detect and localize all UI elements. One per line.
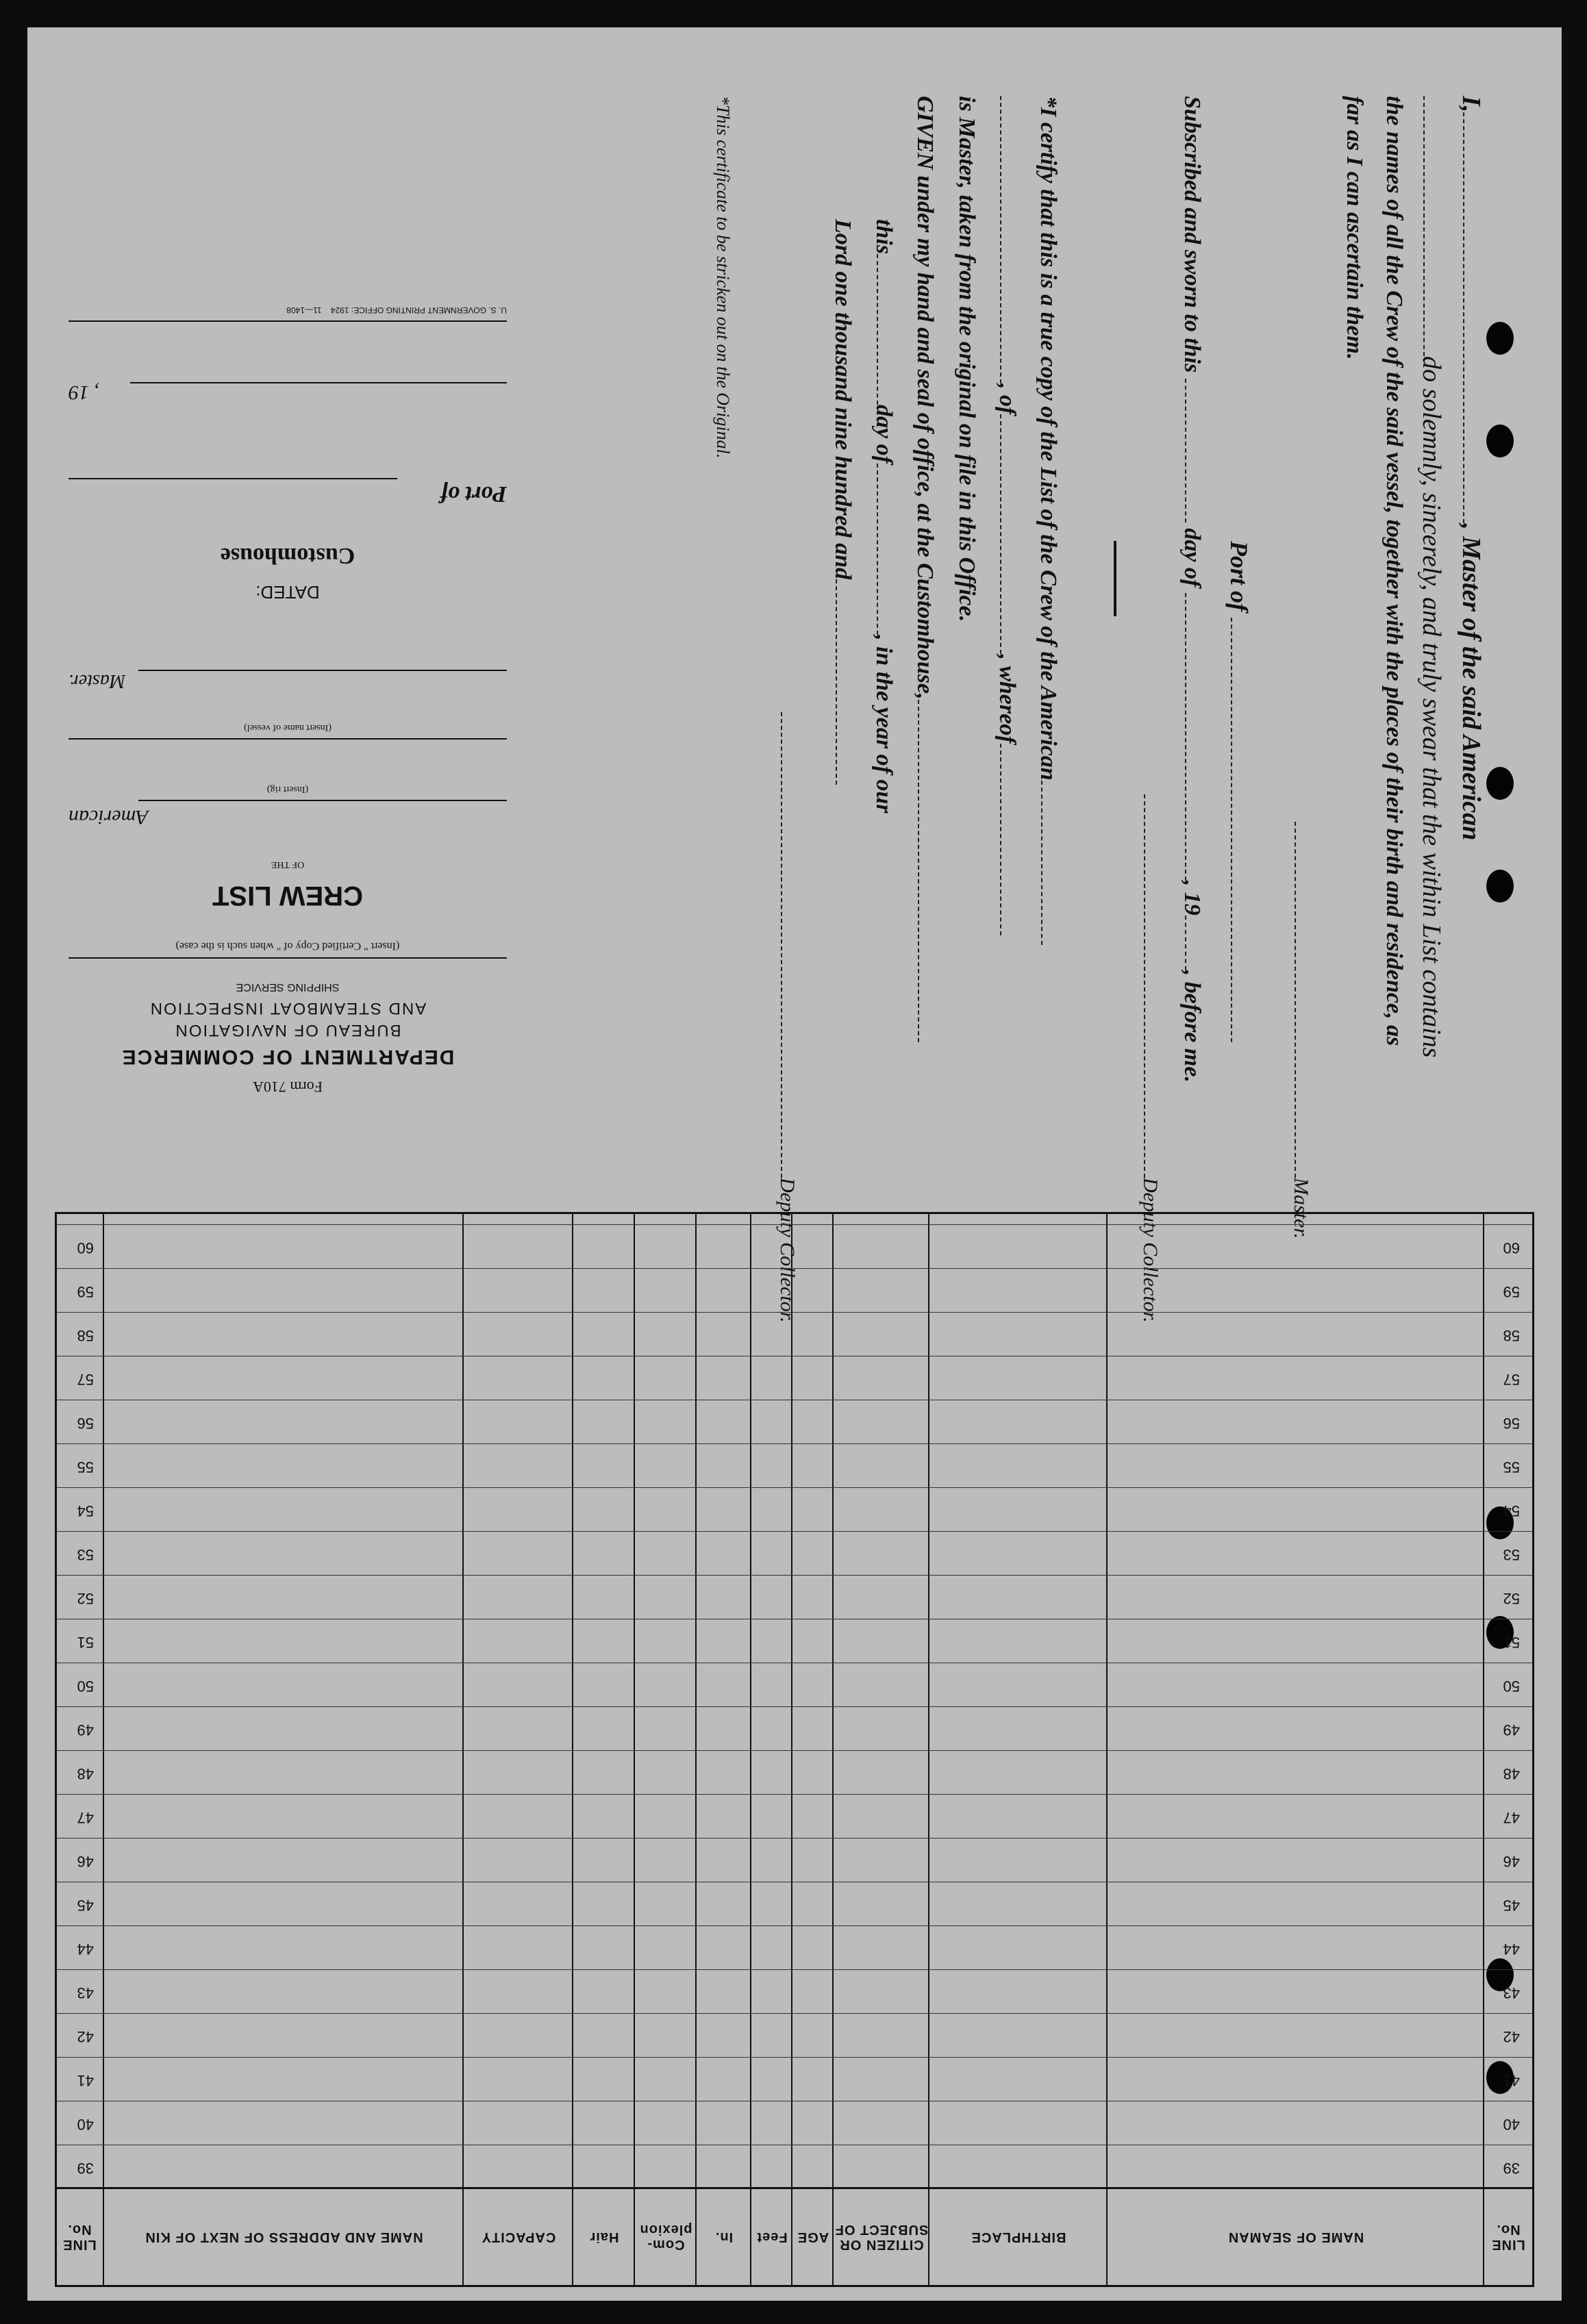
table-row: [57, 1224, 1532, 1269]
year-label: , 19: [68, 381, 99, 404]
cover-block: [68, 192, 507, 1096]
line-number-right: 54: [77, 1502, 94, 1519]
line-number-right: 53: [77, 1546, 94, 1563]
bureau: BUREAU OF NAVIGATION: [174, 1021, 401, 1039]
table-row: [57, 1356, 1532, 1400]
line-number-right: 42: [77, 2028, 94, 2045]
oath-line-2: do solemnly, sincerely, and truly swear that the within List contains: [1416, 96, 1447, 1058]
line-number: 50: [1503, 1678, 1520, 1695]
line-number-right: 56: [77, 1415, 94, 1432]
table-row: [57, 1619, 1532, 1663]
department: DEPARTMENT OF COMMERCE: [121, 1046, 455, 1068]
oath-line-1: I,, Master of the said American: [1457, 96, 1486, 841]
customhouse-label: Customhouse: [220, 543, 355, 568]
line-number: 56: [1503, 1415, 1520, 1432]
table-row: [57, 1750, 1532, 1795]
line-number-right: 46: [77, 1853, 94, 1870]
line-number: 42: [1503, 2028, 1520, 2045]
table-row: [57, 2145, 1532, 2189]
this-day-line: thisday of, in the year of our: [871, 219, 897, 813]
line-number-right: 39: [77, 2160, 94, 2177]
punch-hole: [1486, 425, 1514, 457]
line-number: 46: [1503, 1853, 1520, 1870]
table-row: [57, 1706, 1532, 1751]
header-line-no-2: LINE No.: [62, 2222, 97, 2252]
table-row: [57, 2013, 1532, 2058]
line-number-right: 50: [77, 1678, 94, 1695]
table-row: [57, 1882, 1532, 1926]
table-row: [57, 1531, 1532, 1576]
punch-hole: [1486, 322, 1514, 355]
header-line-no: LINE No.: [1491, 2222, 1525, 2252]
line-number-right: 47: [77, 1809, 94, 1826]
subscribed-line: Subscribed and sworn to this day of , 19, before me.: [1179, 96, 1205, 1083]
line-number: 40: [1503, 2116, 1520, 2133]
line-number-right: 58: [77, 1327, 94, 1344]
dated-label: DATED:: [255, 582, 320, 603]
line-number-right: 48: [77, 1765, 94, 1782]
deputy-collector-signature: Deputy Collector.: [1138, 794, 1164, 1323]
deputy-collector-signature-2: Deputy Collector.: [775, 712, 801, 1323]
line-number: 57: [1503, 1371, 1520, 1388]
header-name: NAME OF SEAMAN: [1227, 2230, 1364, 2245]
shipping-service: SHIPPING SERVICE: [236, 981, 340, 993]
line-number-right: 57: [77, 1371, 94, 1388]
line-number: 59: [1503, 1283, 1520, 1300]
header-age: AGE: [797, 2230, 829, 2245]
line-number: 47: [1503, 1809, 1520, 1826]
master-signature: Master.: [1289, 822, 1315, 1239]
port-of-line: Port of: [1225, 541, 1253, 1042]
line-number-right: 55: [77, 1458, 94, 1476]
table-row: [57, 1925, 1532, 1970]
line-number-right: 44: [77, 1941, 94, 1958]
line-number: 48: [1503, 1765, 1520, 1782]
line-number-right: 45: [77, 1897, 94, 1914]
header-citizen: CITIZEN OR SUBJECT OF: [834, 2222, 929, 2252]
table-row: [57, 1575, 1532, 1619]
table-row: [57, 1794, 1532, 1839]
table-row: [57, 1663, 1532, 1707]
insert-vessel: (Insert name of vessel): [244, 722, 332, 733]
lord-line: Lord one thousand nine hundred and: [829, 219, 856, 785]
header-complexion: Com-plexion: [639, 2222, 692, 2252]
form-number: Form 710A: [252, 1078, 323, 1096]
header-birthplace: BIRTHPLACE: [971, 2230, 1066, 2245]
line-number: 54: [1503, 1502, 1520, 1519]
line-number: 39: [1503, 2160, 1520, 2177]
line-number: 52: [1503, 1590, 1520, 1607]
table-row: [57, 1838, 1532, 1882]
table-row: [57, 1969, 1532, 2014]
crew-grid: [55, 1212, 1534, 2287]
header-feet: Feet: [756, 2230, 788, 2245]
footnote: *This certificate to be stricken out on the Original.: [713, 96, 733, 459]
insert-rig: (Insert rig): [266, 784, 309, 794]
table-row: [57, 1487, 1532, 1532]
master-label: Master.: [68, 670, 126, 692]
insert-certified: (Insert " Certified Copy of " when such is the case): [175, 940, 400, 952]
line-number: 51: [1503, 1634, 1520, 1651]
table-row: [57, 1268, 1532, 1313]
of-the: OF THE: [271, 859, 305, 870]
of-line: , of, whereof: [994, 96, 1021, 935]
line-number: 60: [1503, 1239, 1520, 1256]
oath-line-4: far as I can ascertain them.: [1342, 96, 1367, 360]
crew-list-title: CREW LIST: [212, 881, 363, 911]
certify-line: *I certify that this is a true copy of the List of the Crew of the American: [1035, 96, 1062, 945]
line-number-right: 60: [77, 1239, 94, 1256]
is-master-line: is Master, taken from the original on file in this Office.: [954, 96, 979, 622]
header-hair: Hair: [589, 2230, 619, 2245]
divider: [1114, 541, 1116, 616]
punch-hole: [1486, 870, 1514, 902]
document-page: [27, 27, 1562, 2301]
table-row: [57, 1312, 1532, 1356]
line-number-right: 59: [77, 1283, 94, 1300]
line-number-right: 41: [77, 2072, 94, 2089]
line-number: 49: [1503, 1721, 1520, 1739]
line-number: 44: [1503, 1941, 1520, 1958]
header-next-of-kin: NAME AND ADDRESS OF NEXT OF KIN: [145, 2230, 423, 2245]
line-number: 41: [1503, 2072, 1520, 2089]
line-number: 43: [1503, 1984, 1520, 2001]
line-number-right: 40: [77, 2116, 94, 2133]
table-row: [57, 2101, 1532, 2145]
punch-hole: [1486, 767, 1514, 800]
line-number-right: 43: [77, 1984, 94, 2001]
table-row: [57, 1400, 1532, 1444]
table-row: [57, 2057, 1532, 2101]
line-number-right: 51: [77, 1634, 94, 1651]
header-inches: In.: [714, 2230, 734, 2245]
line-number: 58: [1503, 1327, 1520, 1344]
printer-info: U. S. GOVERNMENT PRINTING OFFICE: 1924 11—1408: [286, 305, 507, 315]
line-number-right: 52: [77, 1590, 94, 1607]
line-number: 45: [1503, 1897, 1520, 1914]
line-number: 53: [1503, 1546, 1520, 1563]
table-row: [57, 1443, 1532, 1488]
american-label: American: [68, 806, 149, 829]
oath-line-3: the names of all the Crew of the said vessel, together with the places of their birth and residence, as: [1382, 96, 1407, 1046]
port-of-label: Port of: [440, 481, 507, 507]
header-capacity: CAPACITY: [481, 2230, 556, 2245]
line-number: 55: [1503, 1458, 1520, 1476]
bureau-2: AND STEAMBOAT INSPECTION: [149, 999, 427, 1018]
given-line: GIVEN under my hand and seal of office, at the Customhouse,: [912, 96, 938, 1042]
line-number-right: 49: [77, 1721, 94, 1739]
